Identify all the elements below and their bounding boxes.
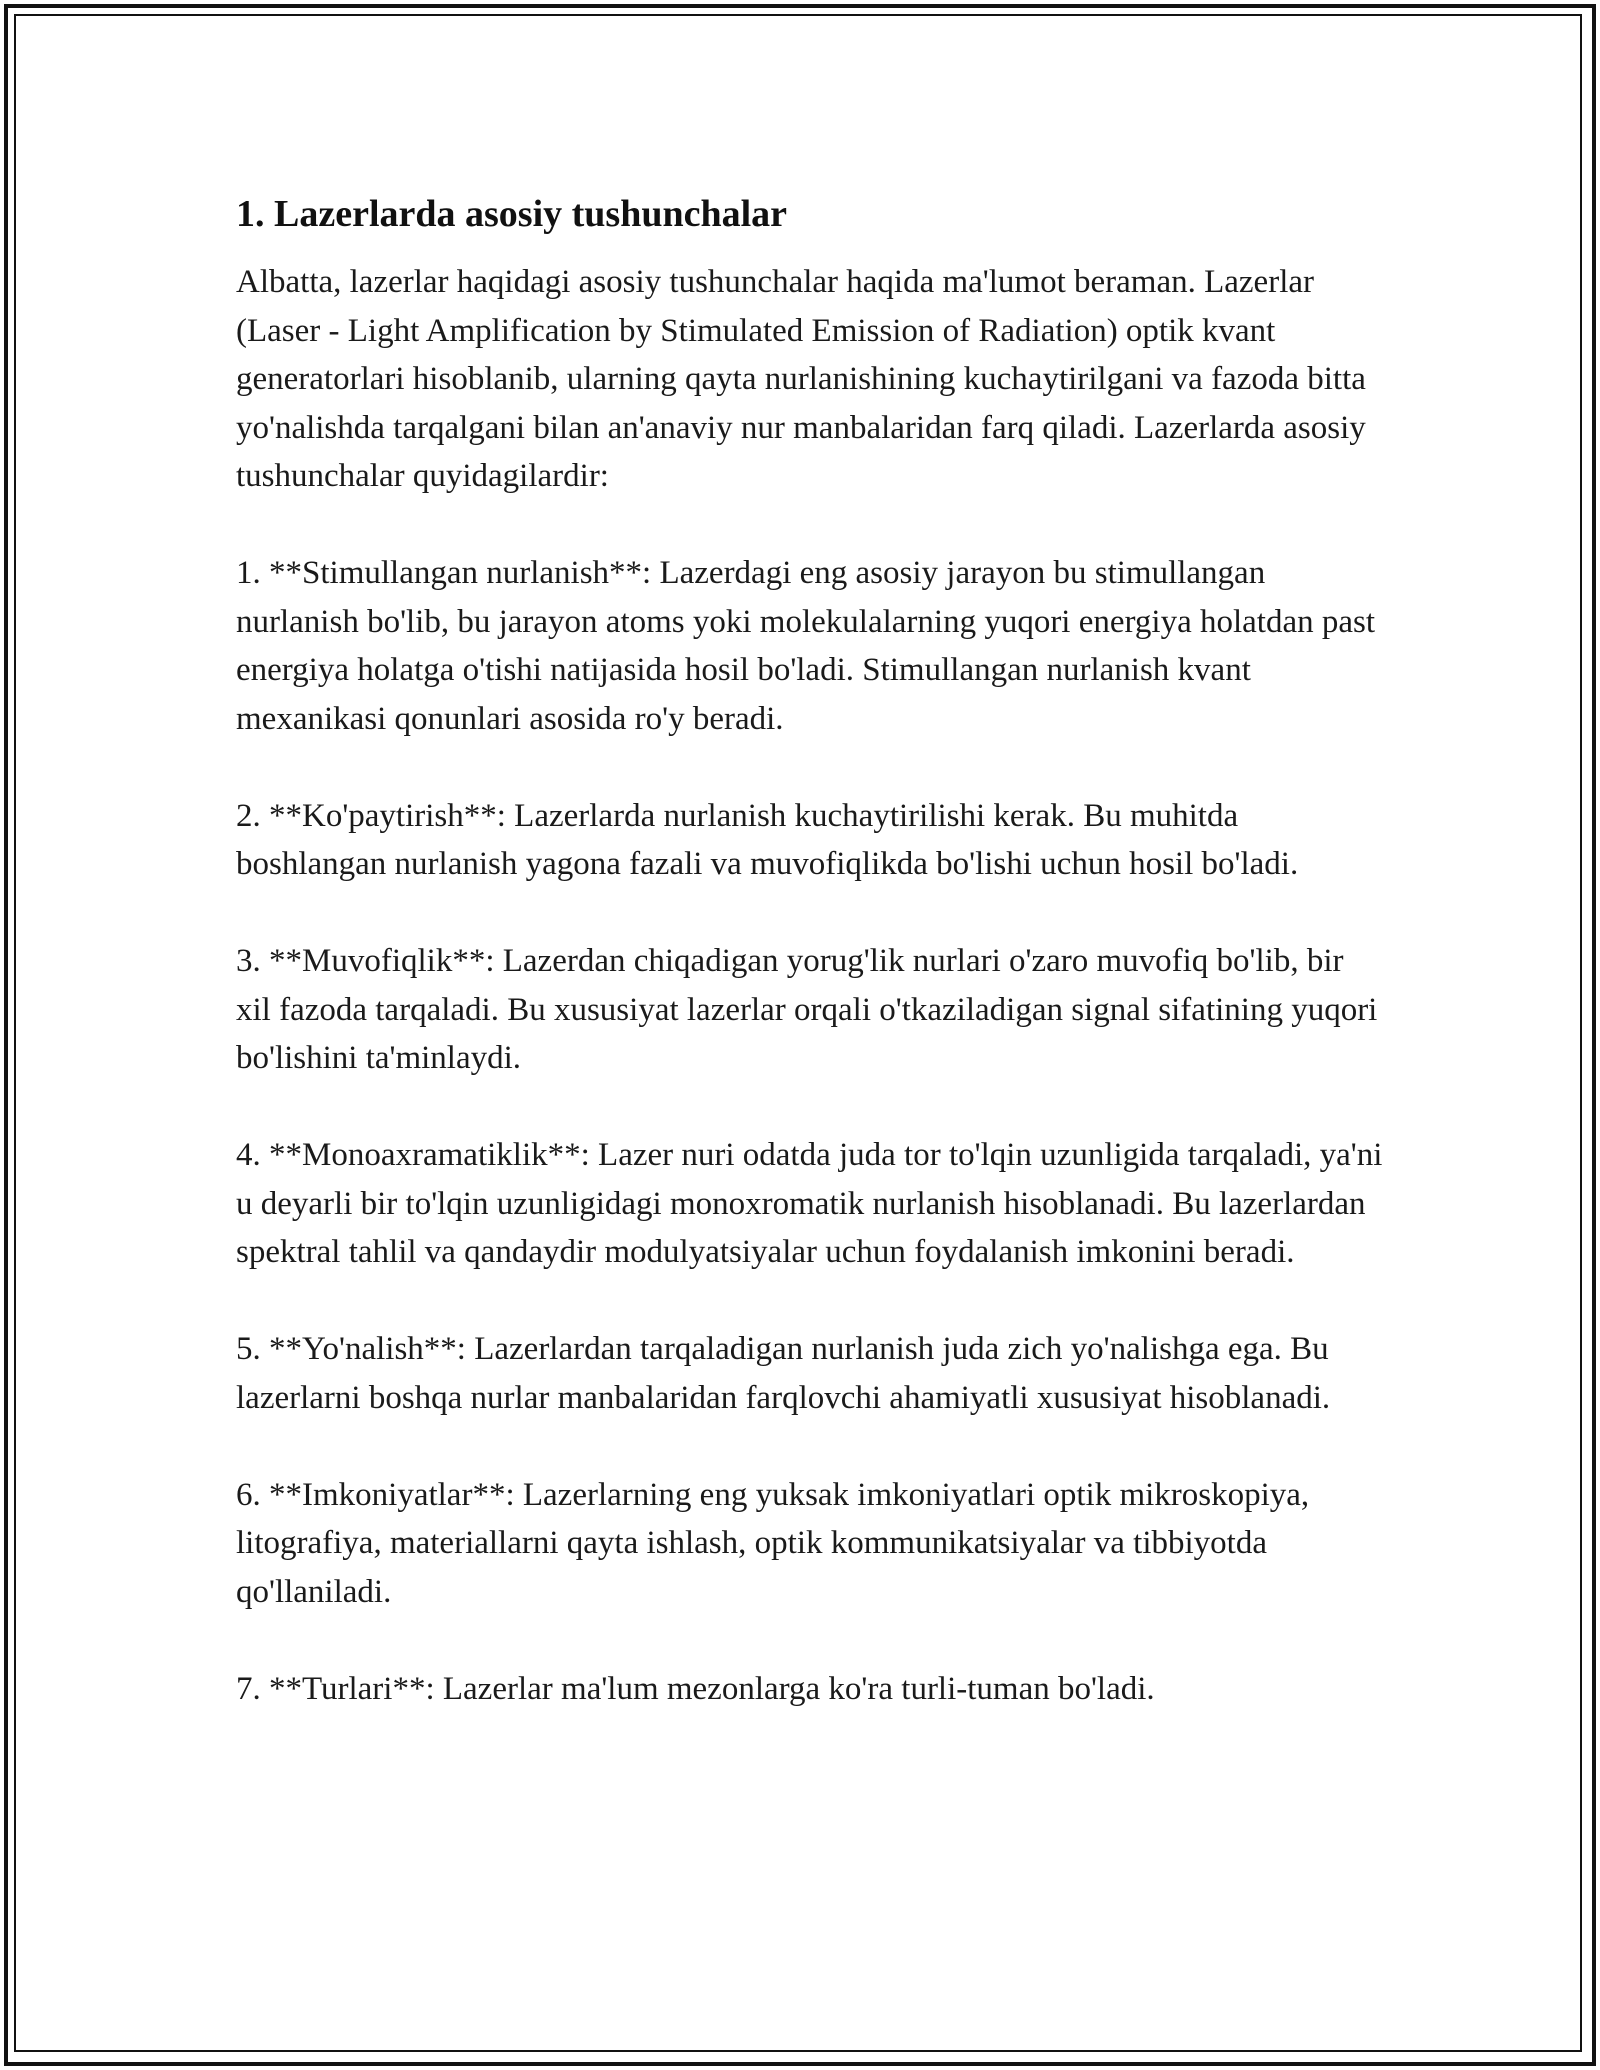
list-item-stimulated-emission: 1. **Stimullangan nurlanish**: Lazerdagi eng asosiy jarayon bu stimullangan nurlanish bo'lib, bu jarayon atoms yoki molekulalarning yuqori energiya holatdan past energiya holatga o'tishi natijasida hosil bo'ladi. Stimullangan nurlanish kvant mexanikasi qonunlari asosida ro'y beradi.: [236, 555, 1376, 737]
document-body: [236, 190, 1386, 1762]
list-item-coherence: 3. **Muvofiqlik**: Lazerdan chiqadigan yorug'lik nurlari o'zaro muvofiq bo'lib, bir xil fazoda tarqaladi. Bu xususiyat lazerlar orqali o'tkaziladigan signal sifatining yuqori bo'lishini ta'minlaydi.: [236, 943, 1378, 1076]
intro-paragraph: Albatta, lazerlar haqidagi asosiy tushunchalar haqida ma'lumot beraman. Lazerlar (Laser - Light Amplification by Stimulated Emission of Radiation) optik kvant generatorlari hisoblanib, ularning qayta nurlanishining kuchaytirilgani va fazoda bitta yo'nalishda tarqalgani bilan an'anaviy nur manbalaridan farq qiladi. Lazerlarda asosiy tushunchalar quyidagilardir:: [236, 264, 1366, 494]
list-item-amplification: 2. **Ko'paytirish**: Lazerlarda nurlanish kuchaytirilishi kerak. Bu muhitda boshlangan nurlanish yagona fazali va muvofiqlikda bo'lishi uchun hosil bo'ladi.: [236, 797, 1299, 882]
list-item-types: 7. **Turlari**: Lazerlar ma'lum mezonlarga ko'ra turli-tuman bo'ladi.: [236, 1670, 1155, 1707]
section-heading: 1. Lazerlarda asosiy tushunchalar: [236, 193, 788, 235]
list-item-capabilities: 6. **Imkoniyatlar**: Lazerlarning eng yuksak imkoniyatlari optik mikroskopiya, litografiya, materiallarni qayta ishlash, optik kommunikatsiyalar va tibbiyotda qo'llaniladi.: [236, 1476, 1310, 1610]
list-item-monochromaticity: 4. **Monoaxramatiklik**: Lazer nuri odatda juda tor to'lqin uzunligida tarqaladi, ya'ni u deyarli bir to'lqin uzunligidagi monoxromatik nurlanish hisoblanadi. Bu lazerlardan spektral tahlil va qandaydir modulyatsiyalar uchun foydalanish imkonini beradi.: [236, 1137, 1383, 1270]
list-item-directionality: 5. **Yo'nalish**: Lazerlardan tarqaladigan nurlanish juda zich yo'nalishga ega. Bu lazerlarni boshqa nurlar manbalaridan farqlovchi ahamiyatli xususiyat hisoblanadi.: [236, 1331, 1331, 1416]
